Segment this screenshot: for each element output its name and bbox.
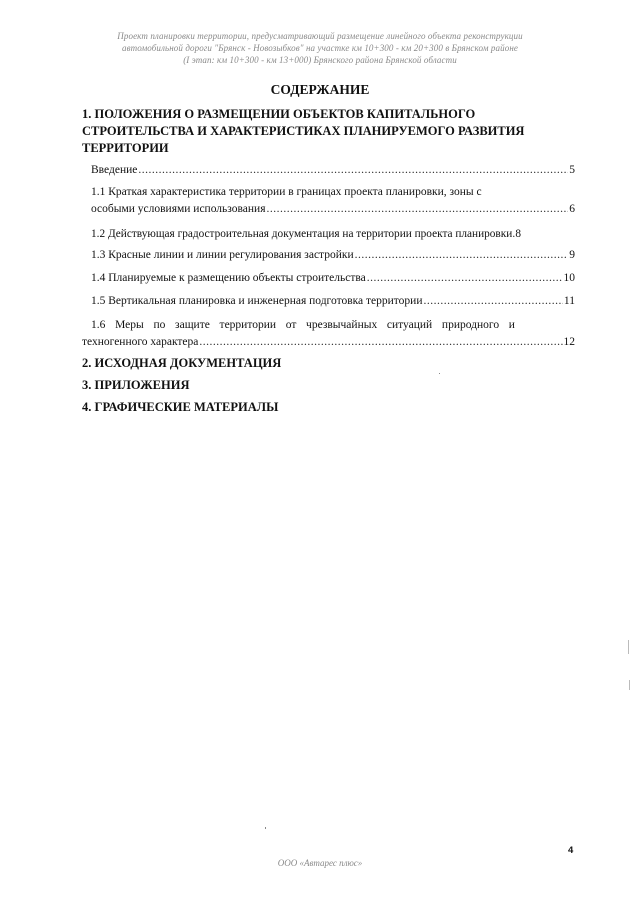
scan-speck xyxy=(439,373,440,374)
section-title-line: 1. ПОЛОЖЕНИЯ О РАЗМЕЩЕНИИ ОБЪЕКТОВ КАПИТАЛЬНОГО xyxy=(82,107,476,121)
word: природного xyxy=(441,319,500,331)
entry-page-number: 11 xyxy=(563,295,575,307)
entry-label: 1.2 Действующая градостроительная документация на территории проекта планировки xyxy=(91,228,513,240)
header-line: Проект планировки территории, предусматривающий размещение линейного объекта реконструкции xyxy=(117,31,523,41)
toc-entry-1-1[interactable] xyxy=(91,184,575,218)
toc-section-4[interactable]: 4. ГРАФИЧЕСКИЕ МАТЕРИАЛЫ xyxy=(82,400,279,414)
toc-section-3[interactable]: 3. ПРИЛОЖЕНИЯ xyxy=(82,378,190,392)
header-line: автомобильной дороги "Брянск - Новозыбков" на участке км 10+300 - км 20+300 в Брянском районе xyxy=(122,43,518,53)
header-line: (I этап: км 10+300 - км 13+000) Брянского района Брянской области xyxy=(183,55,457,65)
page-number: 4 xyxy=(568,845,574,856)
word: от xyxy=(285,319,297,331)
entry-label: 1.4 Планируемые к размещению объекты строительства xyxy=(91,272,366,284)
toc-section-2[interactable]: 2. ИСХОДНАЯ ДОКУМЕНТАЦИЯ xyxy=(82,356,282,370)
word: территории xyxy=(219,319,277,331)
dot-leader xyxy=(424,293,563,310)
scan-edge-mark xyxy=(629,680,630,690)
document-header xyxy=(70,30,570,66)
word: 1.6 xyxy=(91,319,106,331)
entry-page-number: 8 xyxy=(515,228,521,240)
entry-page-number: 10 xyxy=(563,272,575,284)
word: Меры xyxy=(115,319,144,331)
entry-label-line1 xyxy=(91,317,515,334)
word: и xyxy=(508,319,515,331)
word: защите xyxy=(175,319,210,331)
entry-page-number: 6 xyxy=(569,203,575,215)
toc-entry-1-3[interactable] xyxy=(91,247,575,264)
toc-entry-1-6[interactable] xyxy=(82,317,575,351)
entry-page-number: 9 xyxy=(569,249,575,261)
entry-label-line2: особыми условиями использования xyxy=(91,203,266,215)
dot-leader xyxy=(355,247,569,264)
entry-label: Введение xyxy=(91,164,138,176)
word: чрезвычайных xyxy=(306,319,378,331)
section-title-line: ТЕРРИТОРИИ xyxy=(82,141,169,155)
toc-entry-1-5[interactable] xyxy=(91,293,575,310)
toc-entry-1-4[interactable] xyxy=(91,270,575,287)
toc-section-1[interactable] xyxy=(82,106,582,157)
dot-leader xyxy=(138,162,568,179)
entry-label: 1.5 Вертикальная планировка и инженерная подготовка территории xyxy=(91,295,423,307)
dot-leader xyxy=(367,270,563,287)
entry-label-line2: техногенного характера xyxy=(82,336,199,348)
section-title-line: СТРОИТЕЛЬСТВА И ХАРАКТЕРИСТИКАХ ПЛАНИРУЕМОГО РАЗВИТИЯ xyxy=(82,124,525,138)
entry-page-number: 12 xyxy=(563,336,575,348)
word: по xyxy=(153,319,166,331)
entry-page-number: 5 xyxy=(569,164,575,176)
word: ситуаций xyxy=(386,319,433,331)
entry-label: 1.3 Красные линии и линии регулирования застройки xyxy=(91,249,354,261)
entry-label-line1: 1.1 Краткая характеристика территории в границах проекта планировки, зоны с xyxy=(91,186,482,198)
scan-edge-mark xyxy=(628,640,629,654)
toc-entry-intro[interactable] xyxy=(91,162,575,179)
toc-title: СОДЕРЖАНИЕ xyxy=(270,82,370,97)
dot-leader xyxy=(199,334,562,351)
scan-speck xyxy=(265,827,266,829)
toc-entry-1-2[interactable] xyxy=(91,226,581,243)
document-footer: ООО «Автарес плюс» xyxy=(277,858,363,868)
dot-leader xyxy=(267,201,569,218)
